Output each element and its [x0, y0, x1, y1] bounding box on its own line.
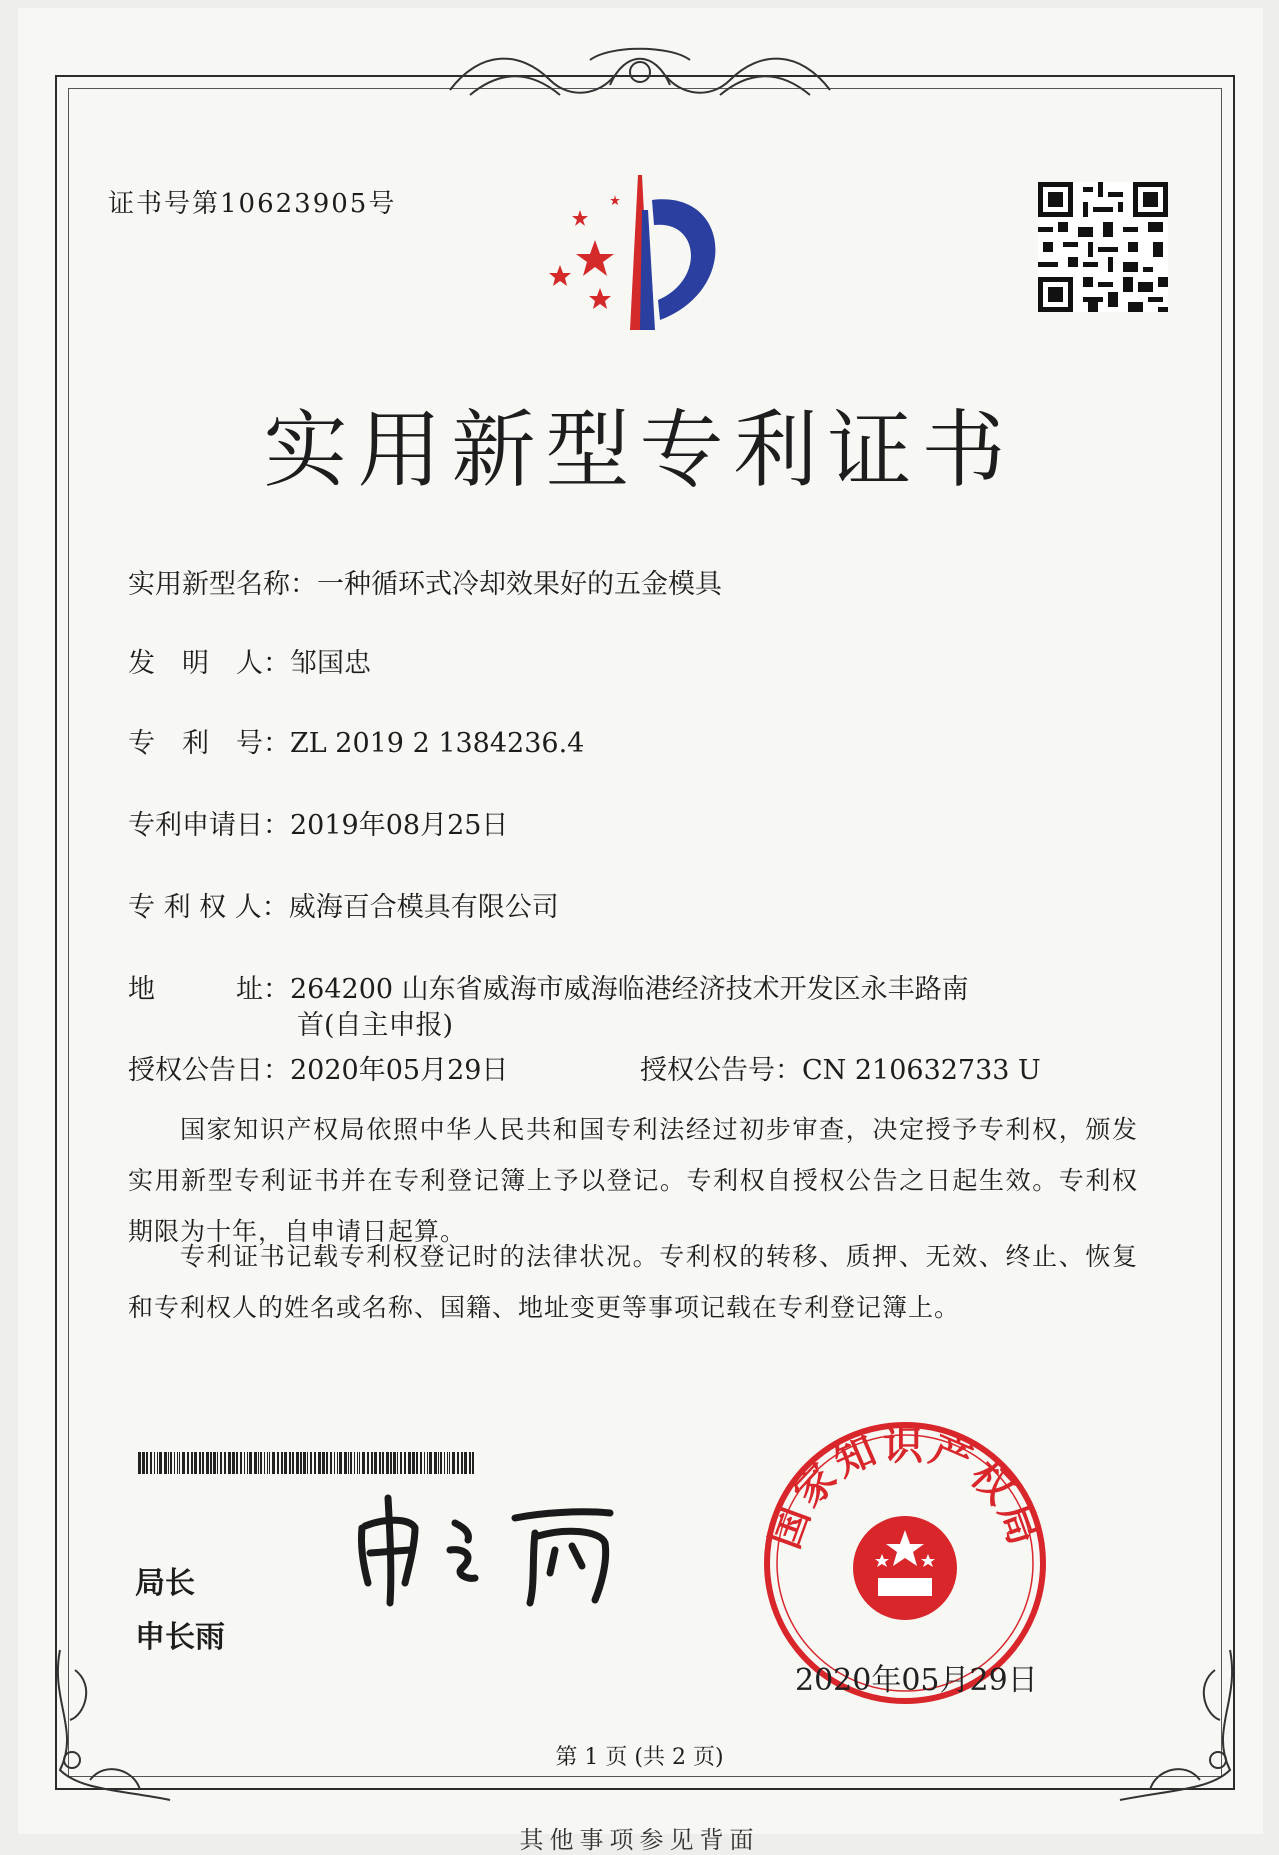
- field-value: 邹国忠: [290, 648, 371, 679]
- field-label: 授权公告日：: [128, 1055, 290, 1086]
- field-value: 威海百合模具有限公司: [288, 892, 559, 923]
- signature-icon: [350, 1488, 650, 1608]
- field-value: CN 210632733 U: [802, 1055, 1041, 1086]
- page-number: 第 1 页 (共 2 页): [555, 1745, 724, 1770]
- field-label: 授权公告号：: [640, 1055, 802, 1086]
- top-ornament-icon: [440, 40, 840, 110]
- director-title: 局长: [135, 1566, 195, 1601]
- field-value: 2019年08月25日: [290, 810, 509, 841]
- field-value: 264200 山东省威海市威海临港经济技术开发区永丰路南: [290, 974, 969, 1005]
- field-grant-date: [128, 1048, 508, 1087]
- footer-note: 其他事项参见背面: [519, 1826, 760, 1854]
- field-address-line2: 首(自主申报): [297, 1010, 454, 1041]
- field-value: 2020年05月29日: [290, 1055, 509, 1086]
- corner-ornament-left-icon: [40, 1640, 180, 1810]
- seal-date: 2020年05月29日: [795, 1663, 1038, 1698]
- body-paragraph-1: 国家知识产权局依照中华人民共和国专利法经过初步审查，决定授予专利权，颁发实用新型专利证书并在专利登记簿上予以登记。专利权自授权公告之日起生效。专利权期限为十年，自申请日起算。: [128, 1115, 1138, 1246]
- field-patent-number: [128, 721, 584, 760]
- field-value: 一种循环式冷却效果好的五金模具: [317, 569, 722, 600]
- field-address: [128, 967, 969, 1006]
- field-label: 专 利 号：: [128, 728, 290, 759]
- barcode-icon: [138, 1452, 478, 1474]
- qr-code-icon: [1038, 182, 1168, 312]
- field-utility-model-name: [128, 562, 722, 601]
- field-grant-number: [640, 1048, 1041, 1087]
- field-label: 专利申请日：: [128, 810, 290, 841]
- field-value: ZL 2019 2 1384236.4: [290, 728, 585, 759]
- director-name: 申长雨: [135, 1620, 225, 1655]
- field-inventor: [128, 641, 371, 680]
- cnipa-logo-icon: [530, 170, 750, 340]
- field-patentee: [128, 885, 559, 924]
- field-label: 发 明 人：: [128, 648, 290, 679]
- field-label: 专 利 权 人：: [128, 892, 289, 923]
- field-application-date: [128, 803, 508, 842]
- certificate-title: 实用新型专利证书: [263, 401, 1016, 499]
- certificate-number: 证书号第10623905号: [108, 189, 397, 219]
- field-label: 地 址：: [128, 974, 290, 1005]
- body-paragraph-2: 专利证书记载专利权登记时的法律状况。专利权的转移、质押、无效、终止、恢复和专利权人的姓名或名称、国籍、地址变更等事项记载在专利登记簿上。: [128, 1242, 1138, 1322]
- field-label: 实用新型名称：: [128, 569, 317, 600]
- seal-text: 国家知识产权局: [762, 1423, 1048, 1555]
- corner-ornament-right-icon: [1110, 1640, 1250, 1810]
